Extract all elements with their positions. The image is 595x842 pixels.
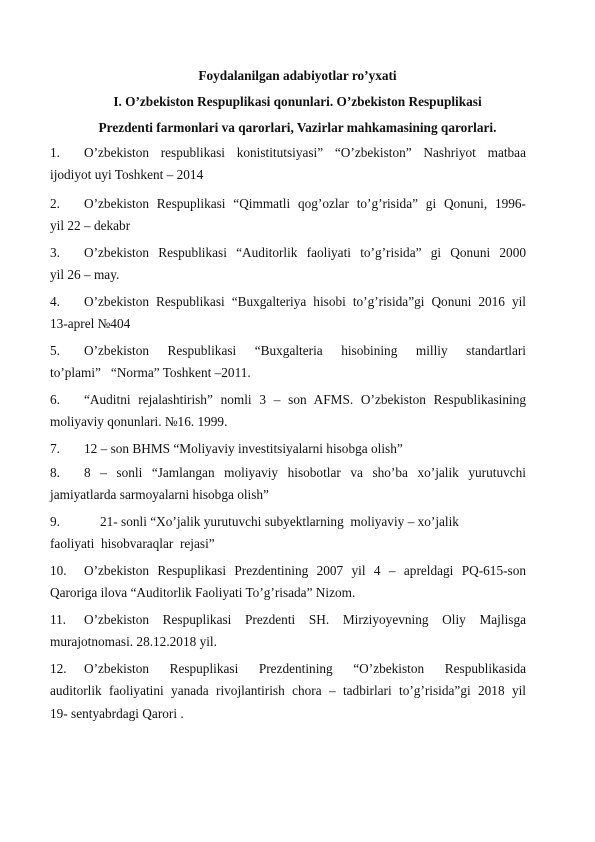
item-text-continued: ijodiyot uyi Toshkent – 2014 <box>50 167 204 183</box>
item-text: O’zbekiston Respublikasi “Buxgalteriya hisobi to’g’risida”gi Qonuni 2016 yil <box>84 294 526 309</box>
list-item <box>50 193 526 238</box>
item-number: 7. <box>50 441 60 456</box>
section-heading-continued: Prezdenti farmonlari va qarorlari, Vazirlar mahkamasining qarorlari. <box>98 120 497 135</box>
item-number: 2. <box>50 196 60 211</box>
item-number: 4. <box>50 294 60 309</box>
item-text-continued: murajotnomasi. 28.12.2018 yil. <box>50 634 217 650</box>
list-item <box>50 560 526 605</box>
item-number: 9. <box>50 514 60 529</box>
item-text-continued: jamiyatlarda sarmoyalarni hisobga olish” <box>50 487 269 503</box>
item-text: O’zbekiston Respublikasi “Auditorlik faoliyati to’g’risida” gi Qonuni 2000 <box>84 245 526 260</box>
item-text: 12 – son BHMS “Moliyaviy investitsiyalarni hisobga olish” <box>84 441 403 456</box>
item-text-continued: 13-aprel №404 <box>50 316 131 332</box>
item-number: 5. <box>50 343 60 358</box>
item-text-continued: to’plami” “Norma” Toshkent –2011. <box>50 365 251 381</box>
item-text-continued: auditorlik faoliyatini yanada rivojlantirish chora – tadbirlari to’g’risida”gi 2018 yil <box>50 683 526 699</box>
item-text-continued: moliyaviy qonunlari. №16. 1999. <box>50 414 228 430</box>
item-text: O’zbekiston respublikasi konistitutsiyasi” “O’zbekiston” Nashriyot matbaa <box>84 145 526 160</box>
section-heading: I. O’zbekiston Respuplikasi qonunlari. O’zbekiston Respuplikasi <box>113 94 482 109</box>
item-number: 12. <box>50 661 67 676</box>
item-text: 8 – sonli “Jamlangan moliyaviy hisobotlar va sho’ba xo’jalik yurutuvchi <box>84 465 526 480</box>
item-number: 8. <box>50 465 60 480</box>
item-text: O’zbekiston Respuplikasi Prezdenti SH. Mirziyoyevning Oliy Majlisga <box>84 612 526 627</box>
list-item <box>50 291 526 336</box>
item-text: O’zbekiston Respublikasi “Buxgalteria hisobining milliy standartlari <box>84 343 526 358</box>
list-item <box>50 658 526 725</box>
item-text: O’zbekiston Respuplikasi Prezdentining 2007 yil 4 – apreldagi PQ-615-son <box>84 563 526 578</box>
item-text-continued: Qaroriga ilova “Auditorlik Faoliyati To’g’risada” Nizom. <box>50 585 356 601</box>
list-item <box>50 389 526 434</box>
item-number: 10. <box>50 563 67 578</box>
item-number: 6. <box>50 392 60 407</box>
list-item <box>50 511 526 556</box>
list-item <box>50 142 526 187</box>
list-item <box>50 242 526 287</box>
list-item <box>50 462 526 507</box>
page-title: Foydalanilgan adabiyotlar ro’yxati <box>198 68 397 83</box>
item-number: 1. <box>50 145 60 160</box>
item-number: 3. <box>50 245 60 260</box>
item-text: “Auditni rejalashtirish” nomli 3 – son AFMS. O’zbekiston Respublikasining <box>84 392 526 407</box>
list-item <box>50 438 526 460</box>
item-text: O’zbekiston Respuplikasi Prezdentining “O’zbekiston Respublikasida <box>84 661 526 676</box>
list-item <box>50 340 526 385</box>
item-text-continued: yil 26 – may. <box>50 267 120 283</box>
list-item <box>50 609 526 654</box>
item-text-continued: 19- sentyabrdagi Qarori . <box>50 705 184 721</box>
item-number: 11. <box>50 612 67 627</box>
item-text: 21- sonli “Xo’jalik yurutuvchi subyektlarning moliyaviy – xo’jalik <box>100 514 459 529</box>
item-text-continued: yil 22 – dekabr <box>50 218 131 234</box>
item-text-continued: faoliyati hisobvaraqlar rejasi” <box>50 536 215 552</box>
item-text: O’zbekiston Respuplikasi “Qimmatli qog’ozlar to’g’risida” gi Qonuni, 1996- <box>84 196 526 211</box>
